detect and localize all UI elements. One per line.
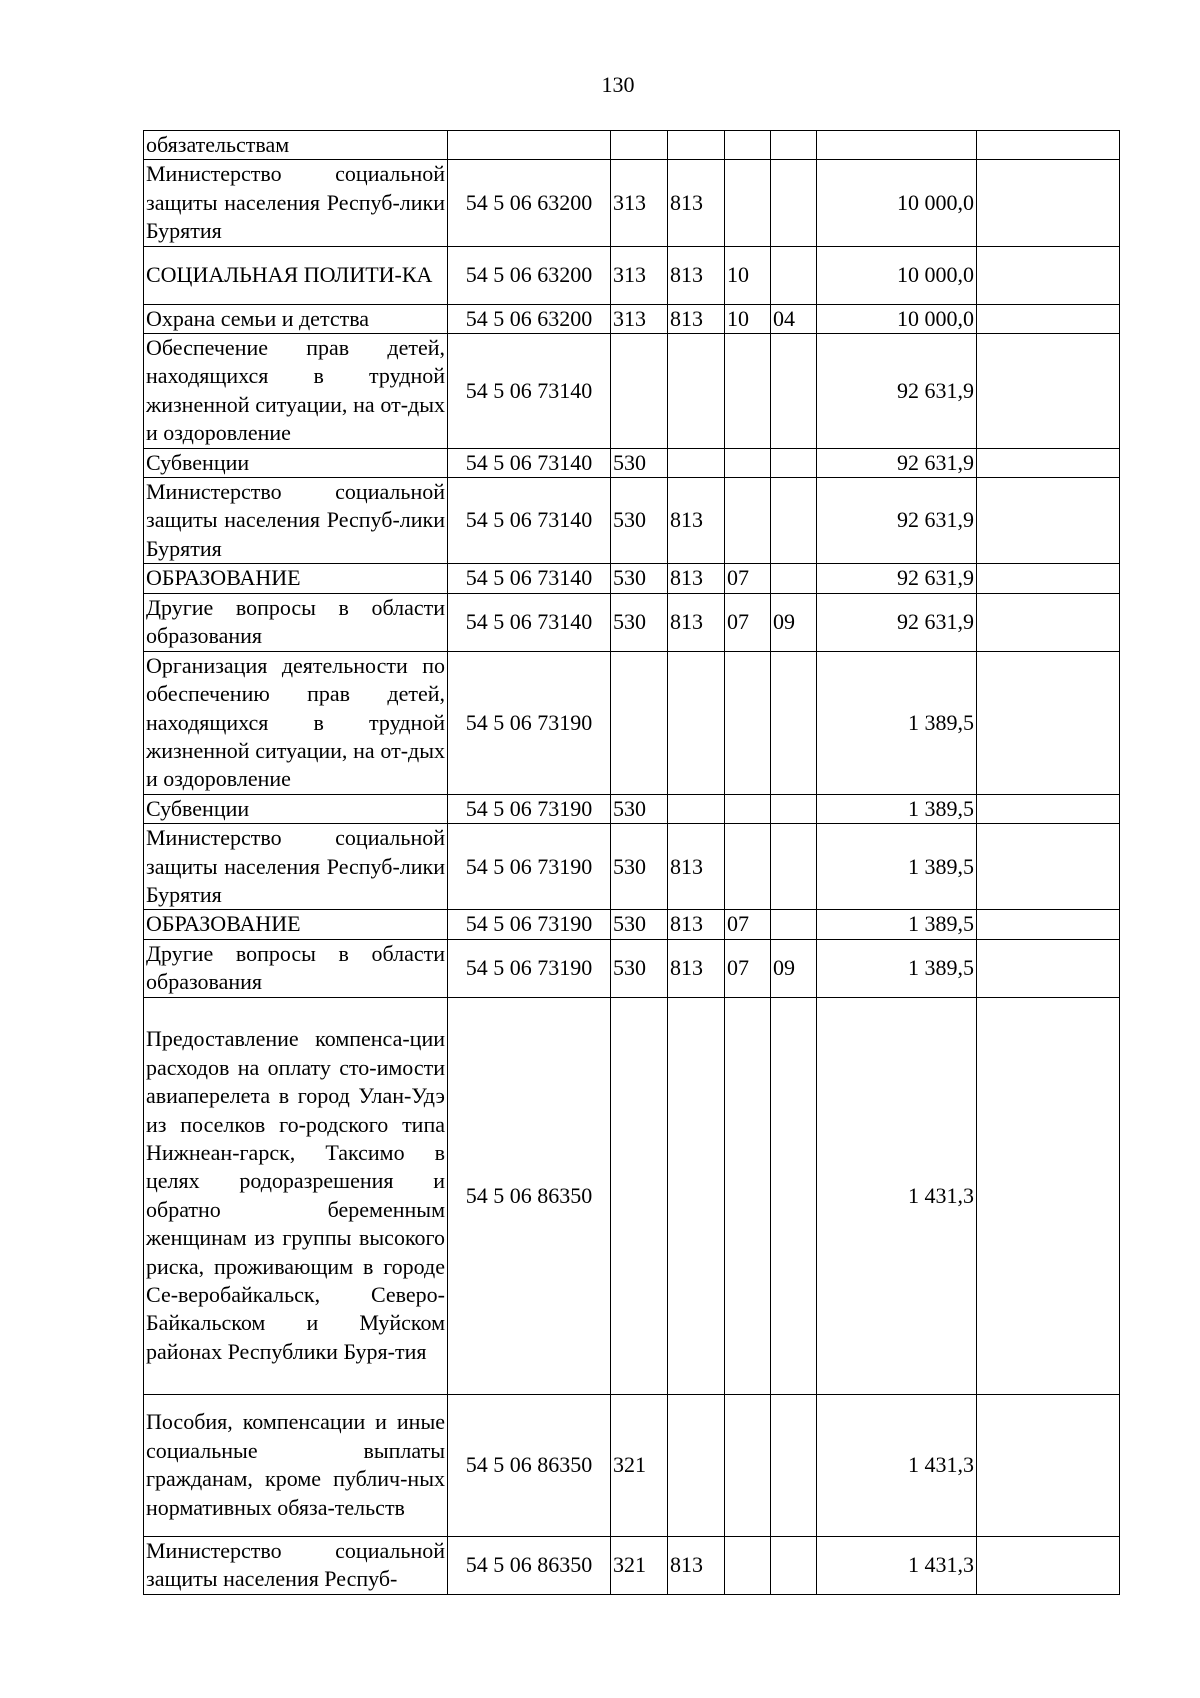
ministry-code-cell: 813 <box>668 478 725 564</box>
row-name-cell: Министерство социальной защиты населения Респуб-лики Бурятия <box>144 160 448 246</box>
subsection-cell: 09 <box>771 593 817 651</box>
row-name-cell: Обеспечение прав детей, находящихся в трудной жизненной ситуации, на от-дых и оздоровление <box>144 334 448 449</box>
blank-cell <box>977 997 1120 1394</box>
section-cell <box>725 997 771 1394</box>
amount-cell: 92 631,9 <box>817 448 977 477</box>
amount-cell: 1 431,3 <box>817 1394 977 1536</box>
ministry-code-cell: 813 <box>668 160 725 246</box>
amount-cell: 1 431,3 <box>817 1536 977 1594</box>
table-row <box>144 651 1120 794</box>
table-row <box>144 160 1120 246</box>
ministry-code-cell <box>668 997 725 1394</box>
page-number: 130 <box>601 72 635 97</box>
blank-cell <box>977 160 1120 246</box>
section-cell: 07 <box>725 910 771 939</box>
subsection-cell <box>771 824 817 910</box>
section-cell <box>725 448 771 477</box>
section-cell <box>725 651 771 794</box>
section-cell: 10 <box>725 246 771 304</box>
expense-type-cell <box>611 131 668 160</box>
blank-cell <box>977 448 1120 477</box>
section-cell <box>725 478 771 564</box>
row-name-cell: Охрана семьи и детства <box>144 304 448 333</box>
expense-type-cell <box>611 334 668 449</box>
subsection-cell <box>771 997 817 1394</box>
ministry-code-cell <box>668 334 725 449</box>
target-article-cell <box>448 131 611 160</box>
ministry-code-cell: 813 <box>668 304 725 333</box>
row-name-cell: Министерство социальной защиты населения Респуб- <box>144 1536 448 1594</box>
table-row <box>144 246 1120 304</box>
amount-cell: 1 431,3 <box>817 997 977 1394</box>
subsection-cell <box>771 564 817 593</box>
row-name-cell: Предоставление компенса-ции расходов на оплату сто-имости авиаперелета в город Улан-Удэ из поселков го-родского типа Нижнеан-гарск, Таксимо в целях родоразрешения и обратно беременным женщинам из группы высокого риска, проживающим в городе Се-веробайкальск, Северо-Байкальском и Муйском районах Республики Буря-тия <box>144 997 448 1394</box>
table-row <box>144 304 1120 333</box>
target-article-cell: 54 5 06 73140 <box>448 334 611 449</box>
table-row <box>144 824 1120 910</box>
blank-cell <box>977 246 1120 304</box>
table-row <box>144 478 1120 564</box>
expense-type-cell: 313 <box>611 304 668 333</box>
expense-type-cell: 530 <box>611 824 668 910</box>
section-cell: 07 <box>725 593 771 651</box>
subsection-cell <box>771 1536 817 1594</box>
table-row <box>144 1536 1120 1594</box>
subsection-cell <box>771 448 817 477</box>
expense-type-cell: 530 <box>611 478 668 564</box>
table-row <box>144 131 1120 160</box>
expense-type-cell: 530 <box>611 794 668 823</box>
target-article-cell: 54 5 06 63200 <box>448 304 611 333</box>
blank-cell <box>977 651 1120 794</box>
table-row <box>144 939 1120 997</box>
blank-cell <box>977 939 1120 997</box>
amount-cell: 10 000,0 <box>817 304 977 333</box>
expense-type-cell: 321 <box>611 1394 668 1536</box>
ministry-code-cell: 813 <box>668 593 725 651</box>
expense-type-cell: 313 <box>611 246 668 304</box>
row-name-cell: Субвенции <box>144 794 448 823</box>
ministry-code-cell: 813 <box>668 910 725 939</box>
amount-cell: 10 000,0 <box>817 246 977 304</box>
ministry-code-cell <box>668 794 725 823</box>
expense-type-cell: 530 <box>611 939 668 997</box>
row-name-cell: ОБРАЗОВАНИЕ <box>144 910 448 939</box>
amount-cell: 92 631,9 <box>817 593 977 651</box>
ministry-code-cell <box>668 1394 725 1536</box>
subsection-cell <box>771 131 817 160</box>
ministry-code-cell <box>668 448 725 477</box>
section-cell <box>725 334 771 449</box>
row-name-cell: Министерство социальной защиты населения Респуб-лики Бурятия <box>144 824 448 910</box>
subsection-cell: 09 <box>771 939 817 997</box>
section-cell: 10 <box>725 304 771 333</box>
target-article-cell: 54 5 06 73140 <box>448 478 611 564</box>
subsection-cell <box>771 1394 817 1536</box>
blank-cell <box>977 593 1120 651</box>
expense-type-cell: 313 <box>611 160 668 246</box>
table-row <box>144 794 1120 823</box>
table-body <box>144 131 1120 1595</box>
table-row <box>144 334 1120 449</box>
ministry-code-cell: 813 <box>668 564 725 593</box>
blank-cell <box>977 334 1120 449</box>
ministry-code-cell: 813 <box>668 246 725 304</box>
section-cell <box>725 824 771 910</box>
row-name-cell: СОЦИАЛЬНАЯ ПОЛИТИ-КА <box>144 246 448 304</box>
row-name-cell: Министерство социальной защиты населения Респуб-лики Бурятия <box>144 478 448 564</box>
table-row <box>144 448 1120 477</box>
subsection-cell <box>771 334 817 449</box>
blank-cell <box>977 794 1120 823</box>
blank-cell <box>977 1536 1120 1594</box>
ministry-code-cell: 813 <box>668 824 725 910</box>
amount-cell <box>817 131 977 160</box>
target-article-cell: 54 5 06 86350 <box>448 1394 611 1536</box>
subsection-cell <box>771 910 817 939</box>
table-row <box>144 593 1120 651</box>
expense-type-cell: 530 <box>611 593 668 651</box>
target-article-cell: 54 5 06 73190 <box>448 939 611 997</box>
section-cell: 07 <box>725 564 771 593</box>
subsection-cell <box>771 651 817 794</box>
budget-table <box>143 130 1120 1595</box>
target-article-cell: 54 5 06 73140 <box>448 593 611 651</box>
section-cell: 07 <box>725 939 771 997</box>
target-article-cell: 54 5 06 86350 <box>448 997 611 1394</box>
table-row <box>144 910 1120 939</box>
target-article-cell: 54 5 06 86350 <box>448 1536 611 1594</box>
subsection-cell: 04 <box>771 304 817 333</box>
row-name-cell: обязательствам <box>144 131 448 160</box>
amount-cell: 92 631,9 <box>817 564 977 593</box>
row-name-cell: Организация деятельности по обеспечению прав детей, находящихся в трудной жизненной ситуации, на от-дых и оздоровление <box>144 651 448 794</box>
ministry-code-cell <box>668 131 725 160</box>
target-article-cell: 54 5 06 73190 <box>448 910 611 939</box>
amount-cell: 1 389,5 <box>817 794 977 823</box>
expense-type-cell: 530 <box>611 564 668 593</box>
target-article-cell: 54 5 06 63200 <box>448 160 611 246</box>
table-row <box>144 997 1120 1394</box>
row-name-cell: Субвенции <box>144 448 448 477</box>
section-cell <box>725 160 771 246</box>
row-name-cell: Другие вопросы в области образования <box>144 593 448 651</box>
section-cell <box>725 794 771 823</box>
blank-cell <box>977 131 1120 160</box>
amount-cell: 1 389,5 <box>817 651 977 794</box>
row-name-cell: Пособия, компенсации и иные социальные выплаты гражданам, кроме публич-ных нормативных обяза-тельств <box>144 1394 448 1536</box>
table-row <box>144 1394 1120 1536</box>
blank-cell <box>977 564 1120 593</box>
blank-cell <box>977 304 1120 333</box>
subsection-cell <box>771 160 817 246</box>
subsection-cell <box>771 246 817 304</box>
target-article-cell: 54 5 06 73190 <box>448 794 611 823</box>
target-article-cell: 54 5 06 73190 <box>448 824 611 910</box>
target-article-cell: 54 5 06 73190 <box>448 651 611 794</box>
amount-cell: 10 000,0 <box>817 160 977 246</box>
table-row <box>144 564 1120 593</box>
section-cell <box>725 1394 771 1536</box>
ministry-code-cell: 813 <box>668 939 725 997</box>
blank-cell <box>977 824 1120 910</box>
amount-cell: 1 389,5 <box>817 910 977 939</box>
subsection-cell <box>771 794 817 823</box>
expense-type-cell <box>611 997 668 1394</box>
ministry-code-cell <box>668 651 725 794</box>
ministry-code-cell: 813 <box>668 1536 725 1594</box>
section-cell <box>725 131 771 160</box>
amount-cell: 1 389,5 <box>817 939 977 997</box>
expense-type-cell <box>611 651 668 794</box>
blank-cell <box>977 910 1120 939</box>
amount-cell: 92 631,9 <box>817 334 977 449</box>
blank-cell <box>977 478 1120 564</box>
blank-cell <box>977 1394 1120 1536</box>
row-name-cell: Другие вопросы в области образования <box>144 939 448 997</box>
row-name-cell: ОБРАЗОВАНИЕ <box>144 564 448 593</box>
expense-type-cell: 530 <box>611 910 668 939</box>
amount-cell: 1 389,5 <box>817 824 977 910</box>
section-cell <box>725 1536 771 1594</box>
expense-type-cell: 530 <box>611 448 668 477</box>
target-article-cell: 54 5 06 63200 <box>448 246 611 304</box>
target-article-cell: 54 5 06 73140 <box>448 448 611 477</box>
target-article-cell: 54 5 06 73140 <box>448 564 611 593</box>
subsection-cell <box>771 478 817 564</box>
amount-cell: 92 631,9 <box>817 478 977 564</box>
expense-type-cell: 321 <box>611 1536 668 1594</box>
